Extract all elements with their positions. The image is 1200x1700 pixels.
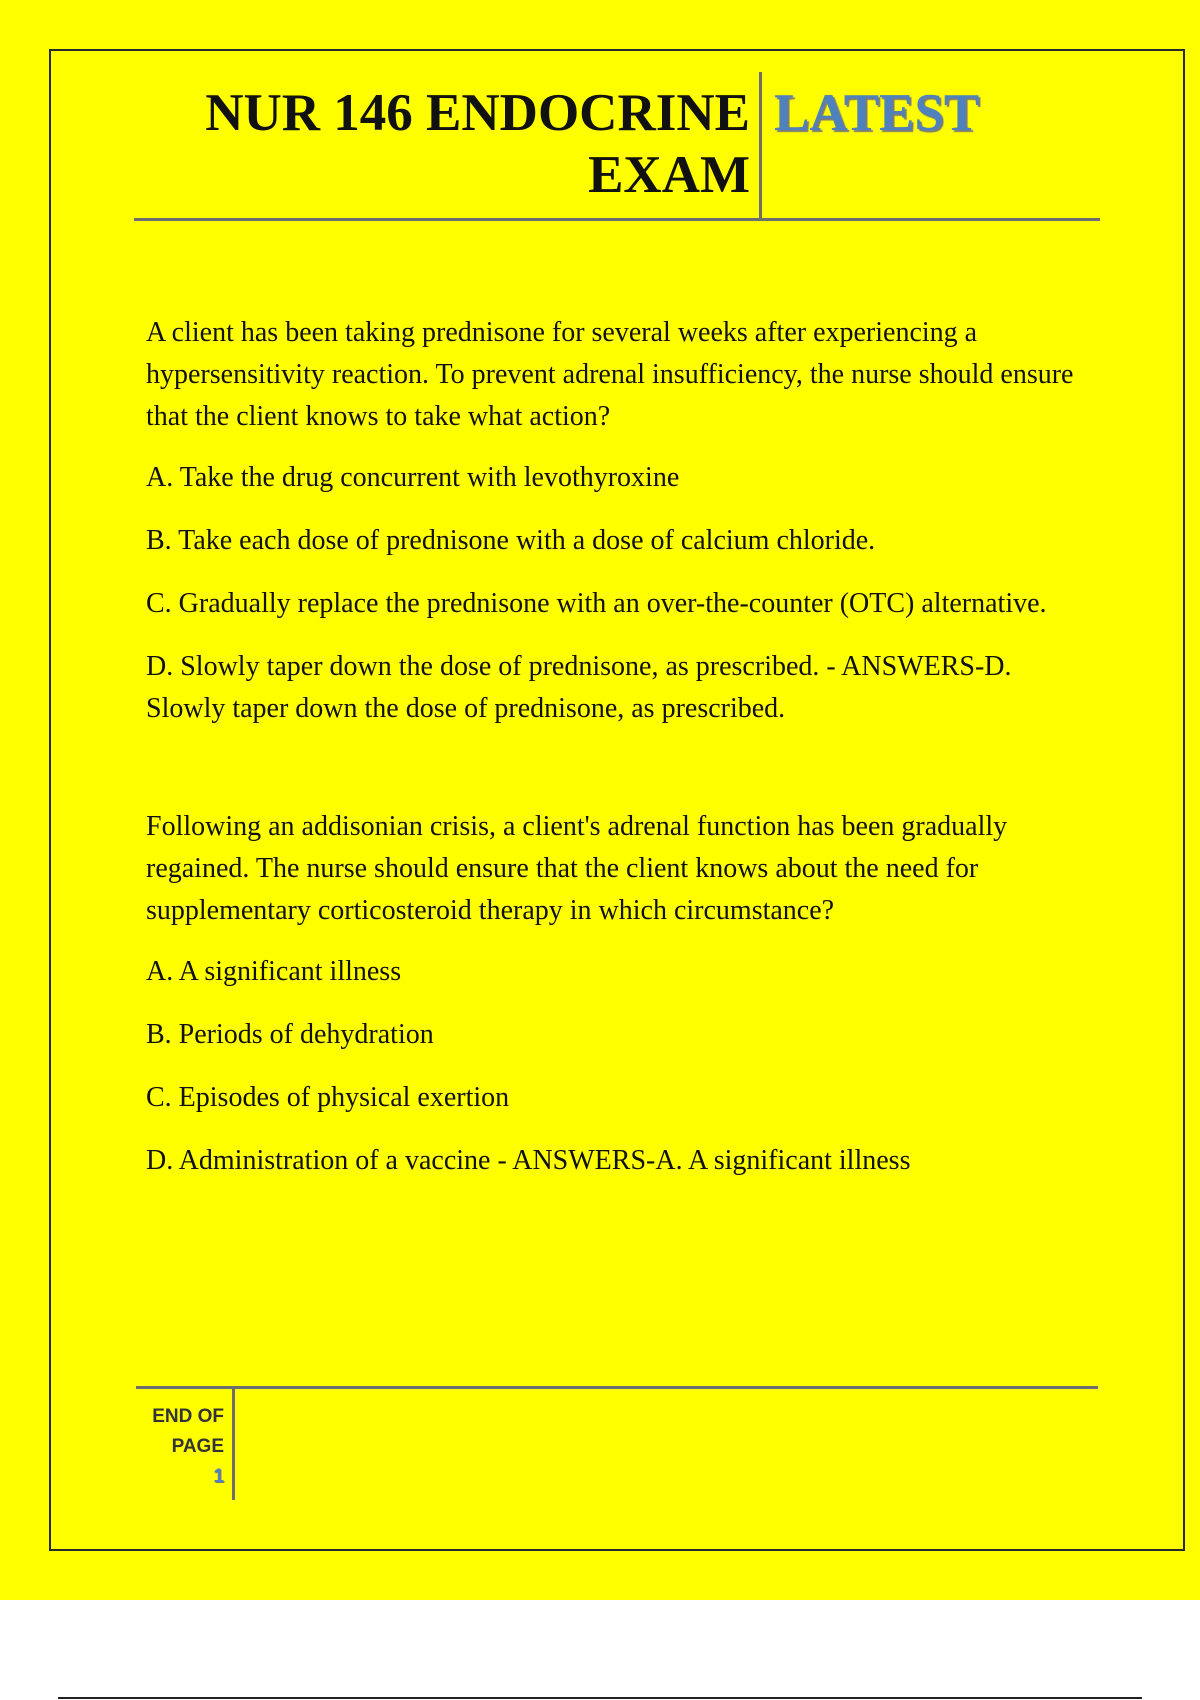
question-stem: A client has been taking prednisone for several weeks after experiencing a hypersensitivity reaction. To prevent adrenal insufficiency, the nurse should ensure that the client knows to take what action? bbox=[146, 317, 1074, 432]
question-2 bbox=[146, 806, 1096, 1182]
header-divider bbox=[759, 72, 762, 219]
header bbox=[134, 70, 1100, 220]
page-number: 1 bbox=[213, 1466, 224, 1487]
answer-option: B. Take each dose of prednisone with a dose of calcium chloride. bbox=[146, 525, 876, 556]
question-stem: Following an addisonian crisis, a client's adrenal function has been gradually regained. The nurse should ensure that the client knows about the need for supplementary corticosteroid therapy in which circumstance? bbox=[146, 811, 1008, 926]
answer-option: D. Slowly taper down the dose of prednisone, as prescribed. - ANSWERS-D. Slowly taper down the dose of prednisone, as prescribed. bbox=[146, 651, 1012, 724]
footer-label-line-1: END OF bbox=[152, 1406, 224, 1427]
latest-label: LATEST bbox=[774, 84, 980, 142]
answer-option: B. Periods of dehydration bbox=[146, 1019, 434, 1050]
title-line-2: EXAM bbox=[588, 146, 750, 204]
page-footer bbox=[136, 1386, 1098, 1501]
end-of-page-label bbox=[136, 1402, 224, 1462]
footer-label-line-2: PAGE bbox=[171, 1436, 224, 1457]
answer-option: C. Gradually replace the prednisone with an over-the-counter (OTC) alternative. bbox=[146, 588, 1047, 619]
answer-option: C. Episodes of physical exertion bbox=[146, 1082, 510, 1113]
title-line-1: NUR 146 ENDOCRINE bbox=[205, 84, 750, 142]
question-1 bbox=[146, 312, 1096, 730]
header-rule bbox=[134, 218, 1100, 221]
page-title bbox=[134, 70, 760, 220]
answer-option: D. Administration of a vaccine - ANSWERS-A. A significant illness bbox=[146, 1145, 911, 1176]
answer-option: A. Take the drug concurrent with levothyroxine bbox=[146, 462, 680, 493]
exam-content bbox=[146, 312, 1096, 1203]
bottom-rule bbox=[58, 1697, 1142, 1699]
footer-divider bbox=[232, 1388, 235, 1500]
footer-rule bbox=[136, 1386, 1098, 1389]
answer-option: A. A significant illness bbox=[146, 956, 402, 987]
